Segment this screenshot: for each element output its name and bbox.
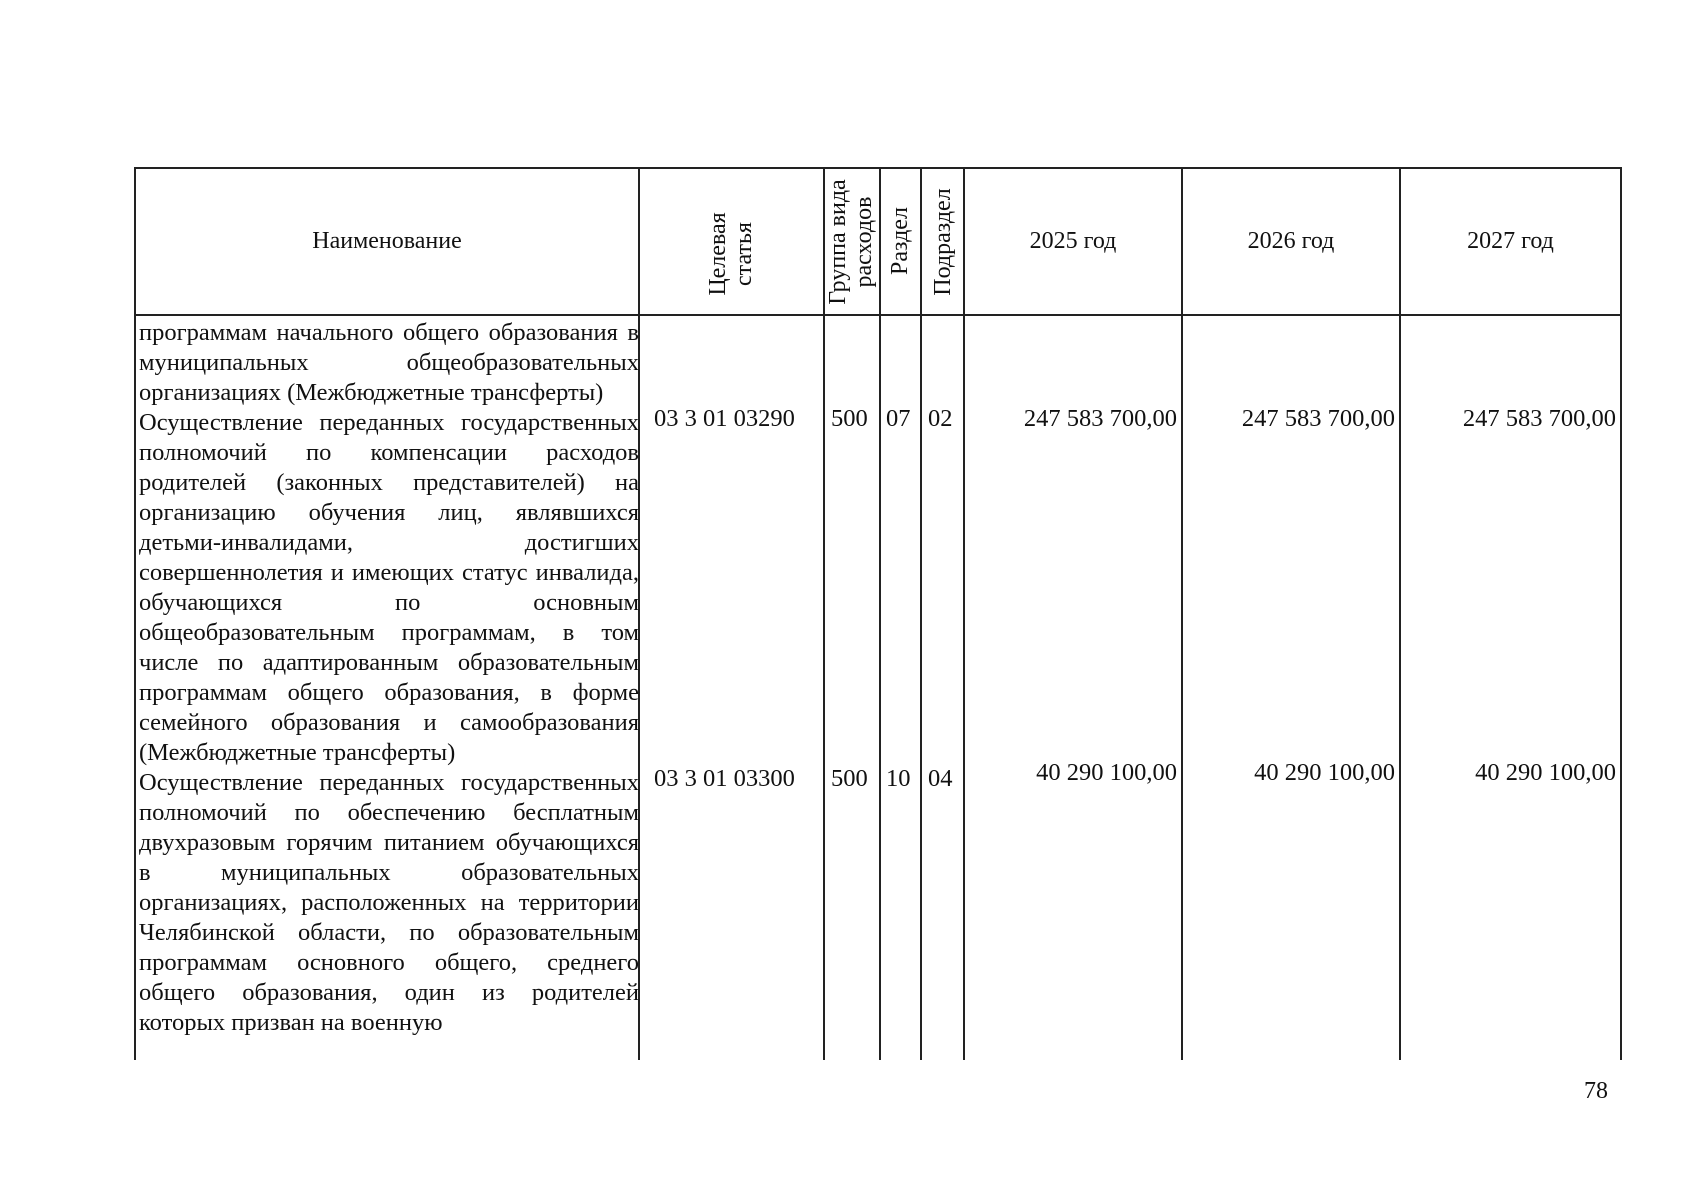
cell-subsection: 02	[928, 405, 953, 432]
header-2025: 2025 год	[1029, 228, 1117, 254]
name-text-compensation: Осуществление переданных государственных полномочий по компенсации расходов родителей (законных представителей) на организацию обучения лиц, являвшихся детьми-инвалидами, достигших совершеннолетия и имеющих статус инвалида, обучающихся по основным общеобразовательным программам, в том числе по адаптированным образовательным программам общего образования, в форме семейного образования и самообразования (Межбюджетные трансферты)	[139, 409, 639, 766]
col-divider-group	[879, 167, 881, 1060]
cell-amount-2025: 247 583 700,00	[1023, 405, 1177, 432]
cell-subsection: 04	[928, 765, 953, 792]
cell-amount-2027: 247 583 700,00	[1462, 405, 1616, 432]
name-column	[139, 318, 639, 1038]
cell-amount-2025: 40 290 100,00	[1036, 759, 1177, 786]
col-divider-subsection	[963, 167, 965, 1060]
cell-amount-2026: 40 290 100,00	[1254, 759, 1395, 786]
cell-expense-group: 500	[831, 405, 868, 432]
header-subsection: Подраздел	[930, 188, 956, 296]
cell-expense-group: 500	[831, 765, 868, 792]
col-divider-2025	[1181, 167, 1183, 1060]
cell-target-article: 03 3 01 03290	[654, 405, 795, 432]
cell-section: 07	[886, 405, 911, 432]
page-number: 78	[1584, 1078, 1608, 1104]
header-expense-group: Группа вида расходов	[825, 179, 877, 305]
cell-amount-2027: 40 290 100,00	[1475, 759, 1616, 786]
col-divider-section	[920, 167, 922, 1060]
header-name: Наименование	[312, 228, 462, 254]
table-right-border	[1620, 167, 1622, 1060]
header-2027: 2027 год	[1467, 228, 1554, 254]
col-divider-2026	[1399, 167, 1401, 1060]
header-section: Раздел	[887, 207, 913, 275]
header-target-article: Целевая статья	[705, 212, 757, 296]
name-text-continued: программам начального общего образования в муниципальных общеобразовательных организациях (Межбюджетные трансферты)	[139, 319, 639, 406]
cell-amount-2026: 247 583 700,00	[1241, 405, 1395, 432]
table-left-border	[134, 167, 136, 1060]
name-text-meals: Осуществление переданных государственных полномочий по обеспечению бесплатным двухразовым горячим питанием обучающихся в муниципальных образовательных организациях, расположенных на территории Челябинской области, по образовательным программам основного общего, среднего общего образования, один из родителей которых призван на военную	[139, 769, 639, 1036]
cell-section: 10	[886, 765, 911, 792]
cell-target-article: 03 3 01 03300	[654, 765, 795, 792]
header-2026: 2026 год	[1247, 228, 1335, 254]
